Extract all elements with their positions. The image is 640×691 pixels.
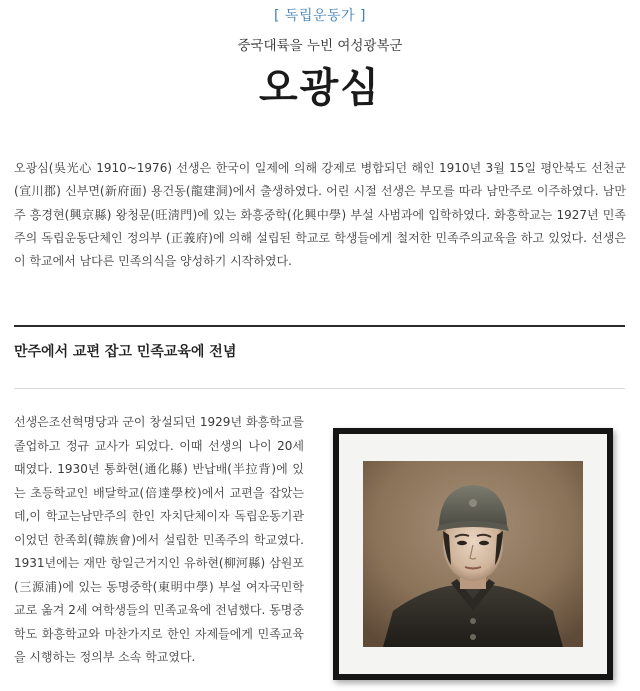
portrait-frame bbox=[333, 428, 613, 680]
article-title: 오광심 bbox=[259, 64, 381, 111]
intro-paragraph: 오광심(吳光心 1910~1976) 선생은 한국이 일제에 의해 강제로 병합되던 해인 1910년 3월 15일 평안북도 선천군(宣川郡) 신부면(新府面) 용건동(龍建洞)에서 출생하였다. 어린 시절 선생은 부모를 따라 남만주로 이주하였다. 남만주 흥경현(興京縣) 왕청문(旺淸門)에 있는 화흥중학(化興中學) 부설 사범과에 입학하였다. 화흥학교는 1927년 민족주의 독립운동단체인 정의부 (正義府)에 의해 설립된 학교로 학생들에게 철저한 민족주의교육을 하고 있었다. 선생은 이 학교에서 남다른 민족의식을 양성하기 시작하였다. bbox=[14, 161, 626, 269]
article-subtitle: 중국대륙을 누빈 여성광복군 bbox=[237, 38, 403, 54]
section-heading-underline bbox=[14, 388, 625, 389]
section-paragraph: 선생은조선혁명당과 군이 창설되던 1929년 화흥학교를 졸업하고 정규 교사가 되었다. 이때 선생의 나이 20세 때였다. 1930년 통화현(通化縣) 반납배(半拉背)에 있는 초등학교인 배달학교(倍達學校)에서 교편을 잡았는데,이 학교는남만주의 한인 자치단체이자 독립운동기관이었던 한족회(韓族會)에서 설립한 민족주의 학교였다. 1931년에는 재만 항일근거지인 유하현(柳河縣) 삼원포(三源浦)에 있는 동명중학(東明中學) 부설 여자국민학교로 옮겨 2세 여학생들의 민족교육에 전념했다. 동명중학도 화흥학교와 마찬가지로 한인 자제들에게 민족교육을 시행하는 정의부 소속 학교였다. bbox=[14, 415, 304, 664]
portrait-mat bbox=[339, 434, 607, 674]
category-label: [ 독립운동가 ] bbox=[274, 8, 366, 24]
section-heading: 만주에서 교편 잡고 민족교육에 전념 bbox=[14, 344, 237, 360]
section-divider bbox=[14, 325, 625, 327]
portrait-photo bbox=[363, 461, 583, 647]
